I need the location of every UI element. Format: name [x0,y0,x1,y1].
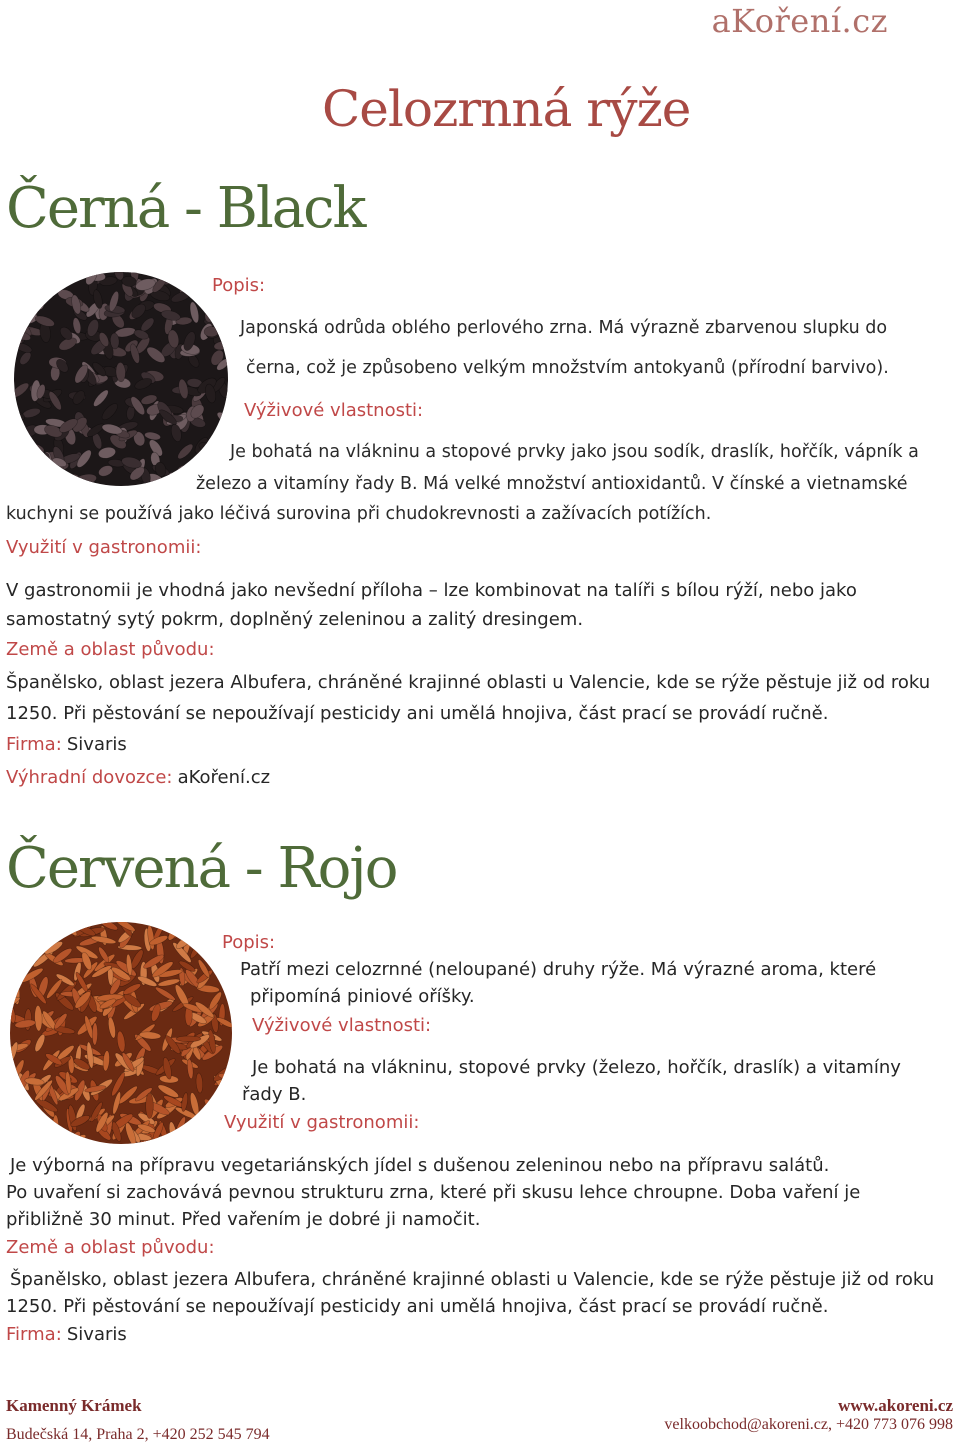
red-vyzivove-label: Výživové vlastnosti: [252,1015,432,1036]
black-gastro-line-2: samostatný sytý pokrm, doplněný zeleninou a zalitý dresingem. [6,609,584,630]
red-rice-image [10,922,232,1144]
red-popis-label: Popis: [222,932,276,953]
black-vyzivove-label: Výživové vlastnosti: [244,400,424,421]
red-gastro-line-1: Je výborná na přípravu vegetariánských jídel s dušenou zeleninou nebo na přípravu salátů. [10,1155,830,1176]
black-zeme-label: Země a oblast původu: [6,639,215,660]
red-vyzivove-line-2: řady B. [242,1084,307,1105]
page-title: Celozrnná rýže [322,80,691,138]
site-logo: aKoření.cz [711,2,888,40]
red-firma [6,1324,127,1345]
black-zeme-line-2: 1250. Při pěstování se nepoužívají pesticidy ani umělá hnojiva, část prací se provádí ručně. [6,703,829,724]
footer-shop-name: Kamenný Krámek [6,1396,142,1415]
black-popis-label: Popis: [212,275,266,296]
black-vyzivove-line-3: kuchyni se používá jako léčivá surovina při chudokrevnosti a zažívacích potížích. [6,504,712,524]
black-popis-line-2: černa, což je způsobeno velkým množstvím antokyanů (přírodní barvivo). [246,358,889,378]
red-vyzivove-line-1: Je bohatá na vlákninu, stopové prvky (železo, hořčík, draslík) a vitamíny [252,1057,901,1078]
red-firma-value: Sivaris [66,1324,127,1345]
section-title-red: Červená - Rojo [6,836,397,901]
black-popis-line-1: Japonská odrůda oblého perlového zrna. Má výrazně zbarvenou slupku do [240,318,888,338]
red-gastro-line-2: Po uvaření si zachovává pevnou strukturu zrna, které při skusu lehce chroupne. Doba vaření je [6,1182,861,1203]
black-zeme-line-1: Španělsko, oblast jezera Albufera, chráněné krajinné oblasti u Valencie, kde se rýže pěstuje již od roku [6,672,931,693]
black-gastro-line-1: V gastronomii je vhodná jako nevšední příloha – lze kombinovat na talíři s bílou rýží, nebo jako [6,580,857,601]
black-vyzivove-line-1: Je bohatá na vlákninu a stopové prvky jako jsou sodík, draslík, hořčík, vápník a [230,442,919,462]
black-firma-value: Sivaris [66,734,127,755]
black-rice-image [14,272,228,486]
black-firma-label: Firma: [6,734,62,755]
red-popis-line-2: připomíná piniové oříšky. [250,986,475,1007]
footer-website[interactable]: www.akoreni.cz [838,1396,953,1415]
section-title-black: Černá - Black [6,176,365,241]
red-zeme-label: Země a oblast původu: [6,1237,215,1258]
red-popis-line-1: Patří mezi celozrnné (neloupané) druhy rýže. Má výrazné aroma, které [240,959,877,980]
black-dovozce-value: aKoření.cz [177,767,271,788]
red-gastro-label: Využití v gastronomii: [224,1112,420,1133]
footer-contact: velkoobchod@akoreni.cz, +420 773 076 998 [664,1416,953,1433]
red-zeme-line-1: Španělsko, oblast jezera Albufera, chráněné krajinné oblasti u Valencie, kde se rýže pěstuje již od roku [10,1269,935,1290]
black-dovozce [6,767,270,788]
black-vyzivove-line-2: železo a vitamíny řady B. Má velké množství antioxidantů. V čínské a vietnamské [196,474,908,494]
red-gastro-line-3: přibližně 30 minut. Před vařením je dobré ji namočit. [6,1209,481,1230]
red-zeme-line-2: 1250. Při pěstování se nepoužívají pesticidy ani umělá hnojiva, část prací se provádí ručně. [6,1296,829,1317]
black-gastro-label: Využití v gastronomii: [6,537,202,558]
red-firma-label: Firma: [6,1324,62,1345]
black-firma [6,734,127,755]
footer-address: Budečská 14, Praha 2, +420 252 545 794 [6,1426,270,1443]
black-dovozce-label: Výhradní dovozce: [6,767,173,788]
